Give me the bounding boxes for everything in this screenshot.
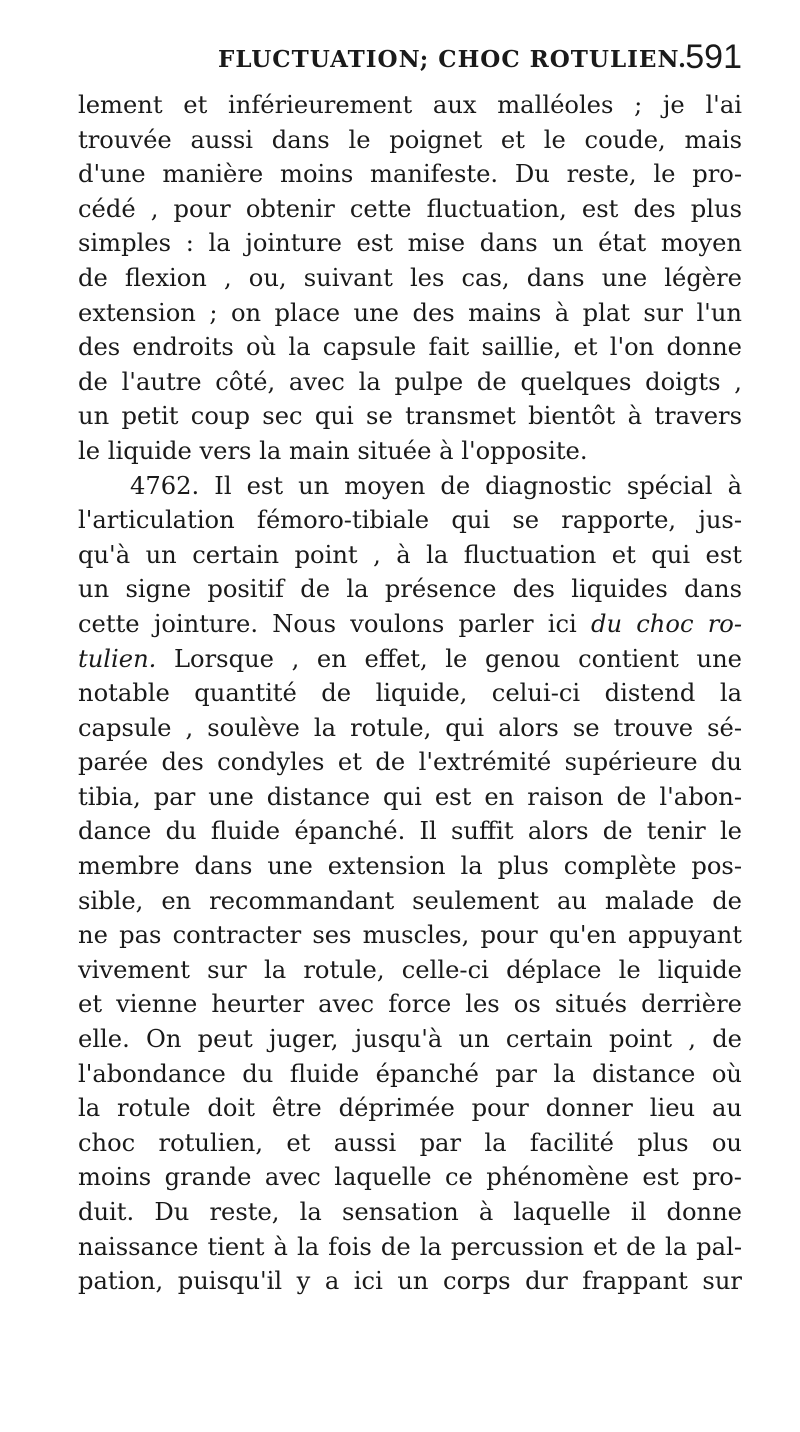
book-page [78, 38, 742, 1299]
text-line: moins grande avec laquelle ce phénomène est pro- [78, 1163, 742, 1192]
text-line: de flexion , ou, suivant les cas, dans une légère [78, 263, 742, 292]
text-line: lement et inférieurement aux malléoles ; je l'ai [78, 91, 742, 119]
running-head [78, 38, 742, 88]
text-line: pation, puisqu'il y a ici un corps dur frappant sur [78, 1267, 742, 1296]
body-text [78, 88, 742, 1299]
text-line: duit. Du reste, la sensation à laquelle il donne [78, 1198, 742, 1226]
text-line: et vienne heurter avec force les os situés derrière [78, 990, 742, 1019]
running-title: FLUCTUATION; CHOC ROTULIEN. [218, 46, 687, 73]
text-line: ne pas contracter ses muscles, pour qu'en appuyant [78, 921, 742, 950]
text-line: trouvée aussi dans le poignet et le coude, mais [78, 125, 742, 154]
text-line: vivement sur la rotule, celle-ci déplace le liquide [78, 955, 742, 984]
text-line: choc rotulien, et aussi par la facilité plus ou [78, 1128, 742, 1157]
italic-term: tulien. [78, 644, 157, 673]
text-line: naissance tient à la fois de la percussion et de la pal- [78, 1232, 742, 1261]
text-line: membre dans une extension la plus complète pos- [78, 852, 742, 881]
text-line: sible, en recommandant seulement au malade de [78, 886, 742, 915]
text-line: l'articulation fémoro-tibiale qui se rapporte, jus- [78, 506, 742, 535]
text-line: qu'à un certain point , à la fluctuation et qui est [78, 540, 742, 569]
text-line: l'abondance du fluide épanché par la distance où [78, 1059, 742, 1088]
text-line: simples : la jointure est mise dans un état moyen [78, 229, 742, 258]
text-line: tibia, par une distance qui est en raison de l'abon- [78, 782, 742, 811]
text-line: capsule , soulève la rotule, qui alors se trouve sé- [78, 713, 742, 742]
text-line: dance du fluide épanché. Il suffit alors de tenir le [78, 817, 742, 846]
italic-term: du choc ro- [591, 609, 742, 638]
text-line: la rotule doit être déprimée pour donner lieu au [78, 1094, 742, 1123]
paragraph-start-line: 4762. Il est un moyen de diagnostic spécial à [130, 471, 742, 500]
text-line: des endroits où la capsule fait saillie, et l'on donne [78, 333, 742, 362]
text-line: cédé , pour obtenir cette fluctuation, est des plus [78, 194, 742, 223]
text-line: un petit coup sec qui se transmet bientôt à travers [78, 402, 742, 431]
text-line: extension ; on place une des mains à plat sur l'un [78, 298, 742, 327]
text-line: le liquide vers la main située à l'opposite. [78, 436, 588, 465]
text-line: d'une manière moins manifeste. Du reste, le pro- [78, 160, 742, 189]
text-line [78, 607, 742, 642]
text-segment: Lorsque , en effet, le genou contient une [174, 644, 742, 673]
text-segment: cette jointure. Nous voulons parler ici [78, 609, 577, 638]
text-line [78, 642, 742, 677]
text-line: de l'autre côté, avec la pulpe de quelques doigts , [78, 367, 742, 396]
text-line: elle. On peut juger, jusqu'à un certain point , de [78, 1025, 742, 1054]
text-line: notable quantité de liquide, celui-ci distend la [78, 679, 742, 708]
page-number: 591 [685, 38, 742, 76]
text-line: parée des condyles et de l'extrémité supérieure du [78, 748, 742, 777]
text-line: un signe positif de la présence des liquides dans [78, 575, 742, 604]
